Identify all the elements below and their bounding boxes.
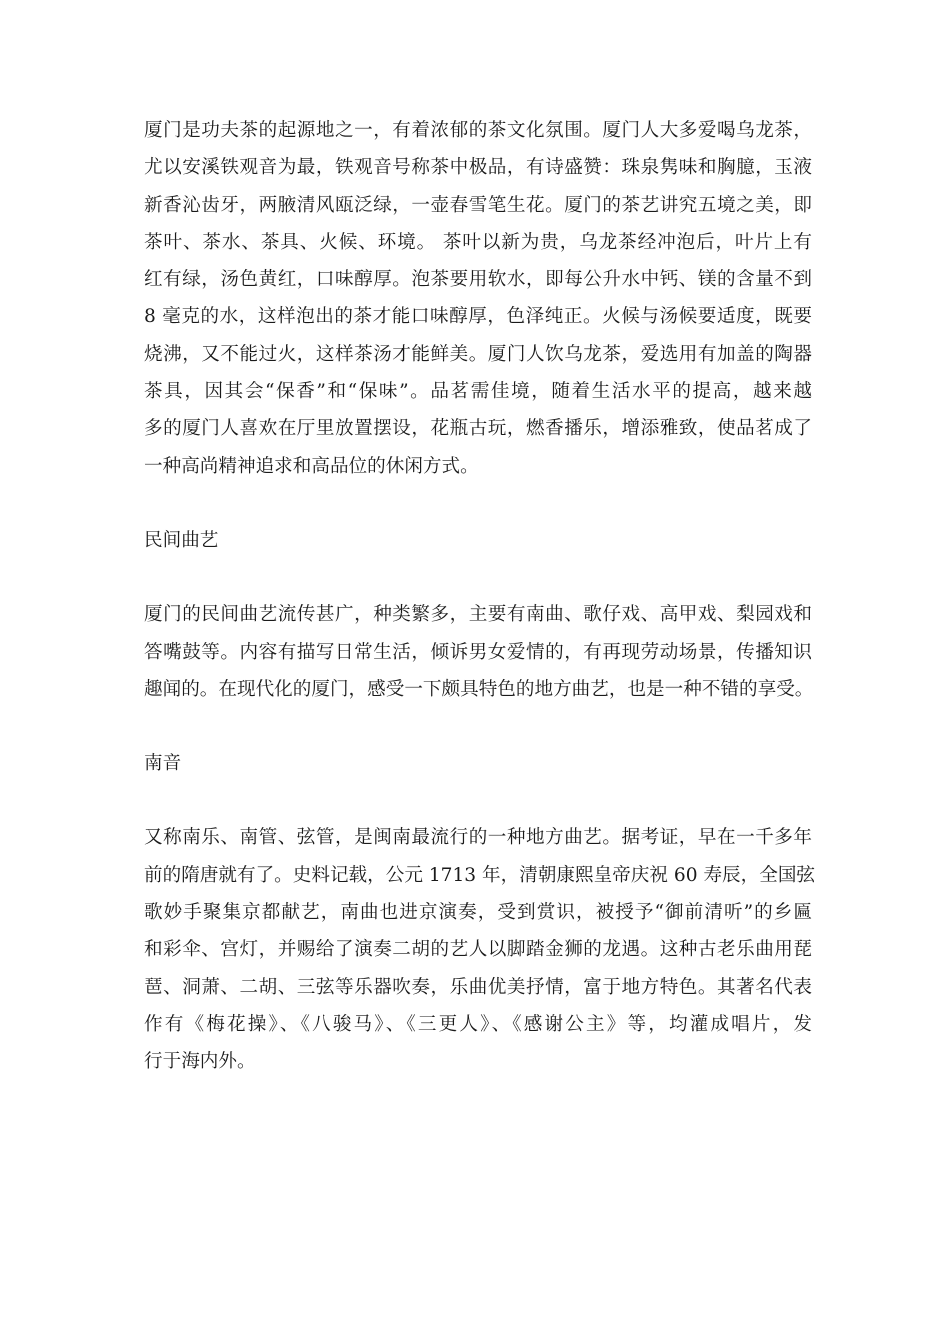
text-line: 尤以安溪铁观音为最，铁观音号称茶中极品，有诗盛赞：珠泉隽味和胸臆，玉液 bbox=[144, 157, 812, 179]
paragraph-spacer bbox=[144, 782, 812, 819]
paragraph-folk-arts bbox=[144, 596, 812, 708]
text-line: 趣闻的。在现代化的厦门，感受一下颇具特色的地方曲艺，也是一种不错的享受。 bbox=[144, 678, 814, 700]
text-line: 和彩伞、宫灯，并赐给了演奏二胡的艺人以脚踏金狮的龙遇。这种古老乐曲用琵 bbox=[144, 939, 812, 961]
text-line: 行于海内外。 bbox=[144, 1051, 256, 1073]
text-line: 8 毫克的水，这样泡出的茶才能口味醇厚，色泽纯正。火候与汤候要适度，既要 bbox=[144, 306, 812, 328]
text-line: 一种高尚精神追求和高品位的休闲方式。 bbox=[144, 455, 479, 477]
section-heading-nanyin: 南音 bbox=[144, 753, 182, 775]
document-page bbox=[144, 112, 816, 1081]
section-heading-folk-arts: 民间曲艺 bbox=[144, 529, 219, 551]
text-line: 厦门的民间曲艺流传甚广，种类繁多，主要有南曲、歌仔戏、高甲戏、梨园戏和 bbox=[144, 604, 812, 626]
text-line: 新香沁齿牙，两腋清风瓯泛绿，一壶春雪笔生花。厦门的茶艺讲究五境之美，即 bbox=[144, 194, 812, 216]
paragraph-spacer bbox=[144, 485, 812, 522]
text-line: 茶叶、茶水、茶具、火候、环境。 茶叶以新为贵，乌龙茶经冲泡后，叶片上有 bbox=[144, 231, 812, 253]
paragraph-spacer bbox=[144, 708, 812, 745]
text-line: 红有绿，汤色黄红，口味醇厚。泡茶要用软水，即每公升水中钙、镁的含量不到 bbox=[144, 269, 812, 291]
paragraph-nanyin bbox=[144, 819, 816, 1080]
text-line: 又称南乐、南管、弦管，是闽南最流行的一种地方曲艺。据考证，早在一千多年 bbox=[144, 827, 812, 849]
paragraph-tea-culture bbox=[144, 112, 812, 485]
text-line: 歌妙手聚集京都献艺，南曲也进京演奏，受到赏识，被授予“御前清听”的乡匾 bbox=[144, 902, 812, 924]
text-line: 多的厦门人喜欢在厅里放置摆设，花瓶古玩，燃香播乐，增添雅致，使品茗成了 bbox=[144, 418, 812, 440]
text-line: 答嘴鼓等。内容有描写日常生活，倾诉男女爱情的，有再现劳动场景，传播知识 bbox=[144, 641, 812, 663]
text-line: 作有《梅花操》、《八骏马》、《三更人》、《感谢公主》等，均灌成唱片，发 bbox=[144, 1013, 812, 1035]
text-line: 烧沸，又不能过火，这样茶汤才能鲜美。厦门人饮乌龙茶，爱选用有加盖的陶器 bbox=[144, 343, 812, 365]
text-line: 厦门是功夫茶的起源地之一，有着浓郁的茶文化氛围。厦门人大多爱喝乌龙茶， bbox=[144, 120, 812, 141]
text-line: 琶、洞萧、二胡、三弦等乐器吹奏，乐曲优美抒情，富于地方特色。其著名代表 bbox=[144, 976, 812, 998]
paragraph-spacer bbox=[144, 559, 812, 596]
text-line: 茶具，因其会“保香”和“保味”。品茗需佳境，随着生活水平的提高，越来越 bbox=[144, 381, 812, 403]
text-line: 前的隋唐就有了。史料记载，公元 1713 年，清朝康熙皇帝庆祝 60 寿辰，全国弦 bbox=[144, 864, 816, 886]
